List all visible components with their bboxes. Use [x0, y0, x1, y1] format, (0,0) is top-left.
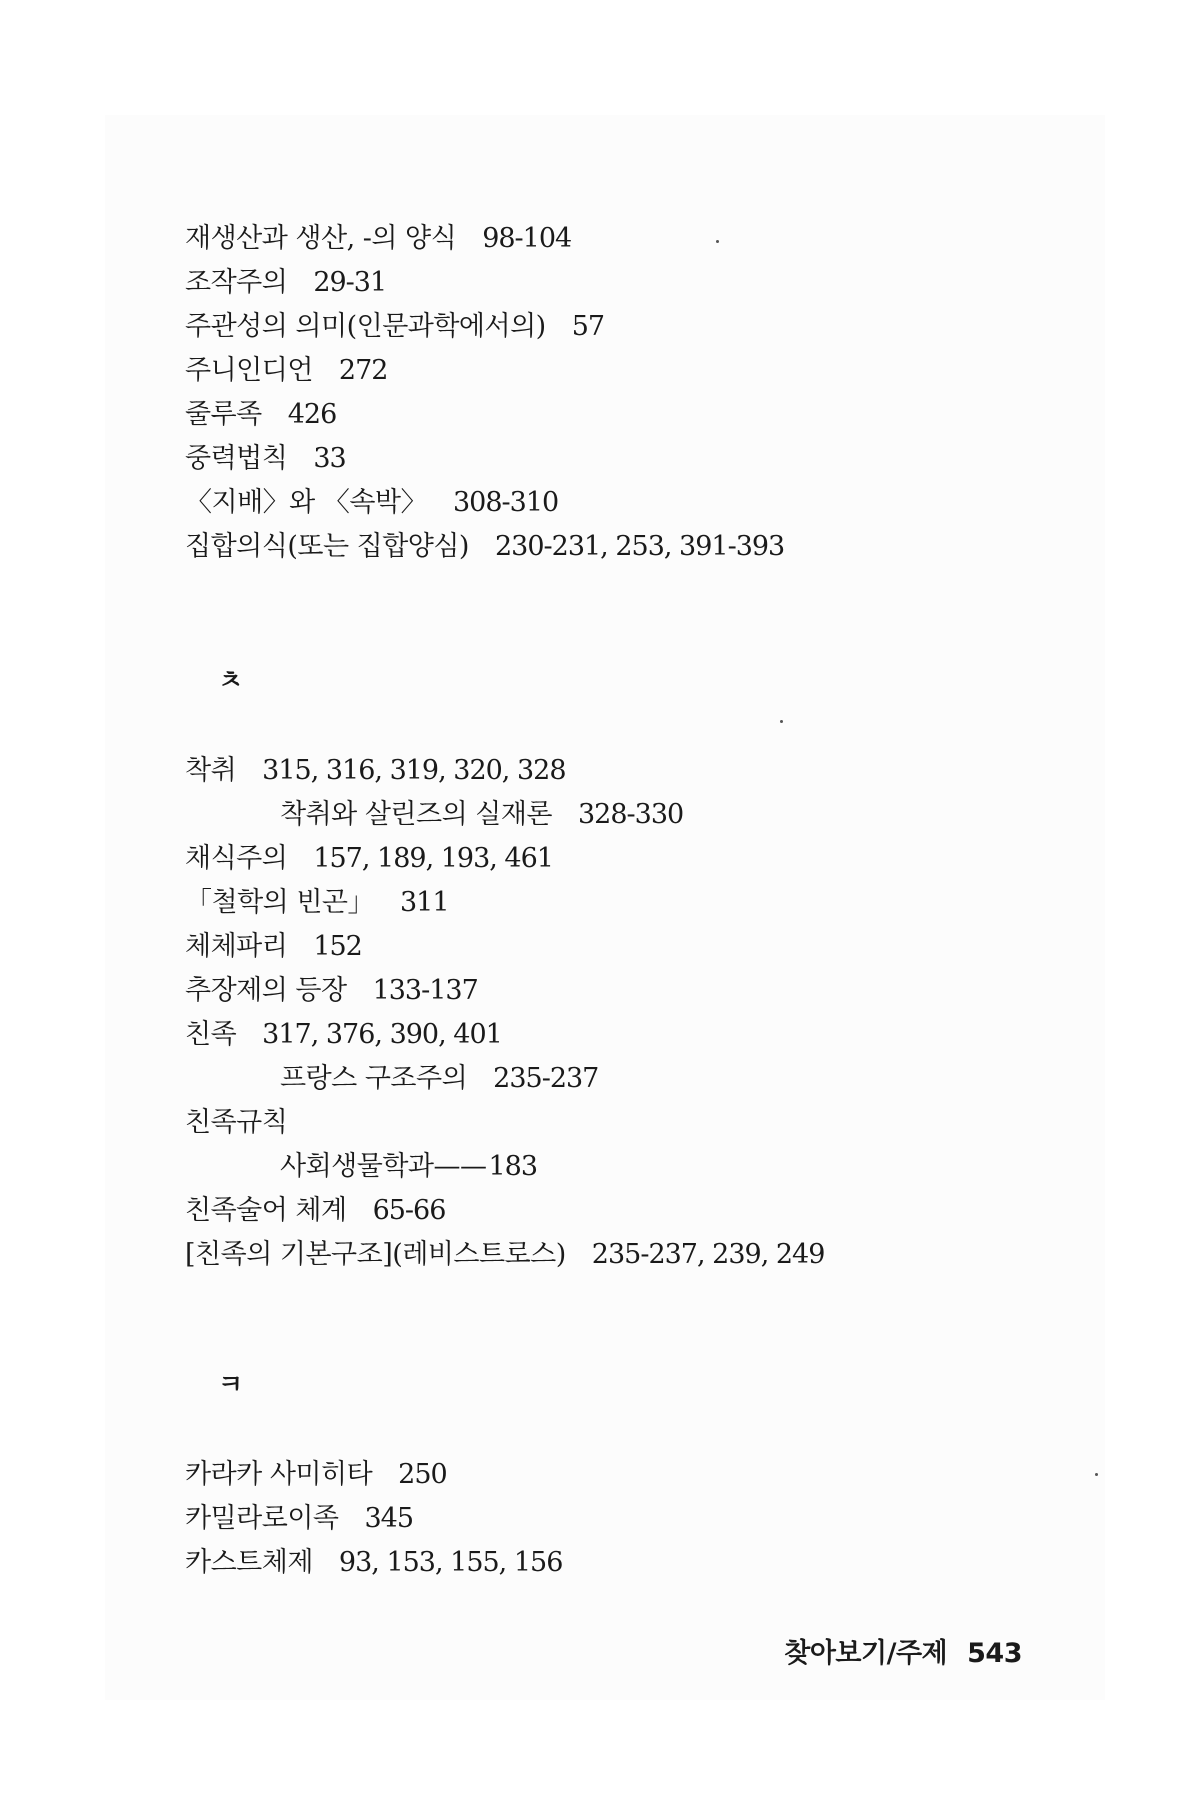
index-pages: 235-237: [493, 1063, 599, 1094]
index-entry: [185, 842, 553, 876]
index-entry: [185, 1106, 287, 1140]
index-pages: 317, 376, 390, 401: [262, 1019, 502, 1050]
index-entry: [185, 1194, 445, 1228]
index-entry: [185, 1018, 502, 1052]
section-heading: ㅋ: [218, 1370, 244, 1400]
index-term: 착취: [185, 755, 237, 786]
index-entry: [185, 266, 386, 300]
index-entry: [185, 1238, 824, 1272]
index-term: 재생산과 생산, -의 양식: [185, 223, 457, 254]
page-number: 543: [967, 1638, 1022, 1669]
index-pages: 183: [488, 1151, 538, 1182]
running-title: 찾아보기/주제: [784, 1638, 948, 1669]
scan-speck: [1095, 1473, 1098, 1476]
index-entry: [185, 886, 449, 920]
index-entry: [185, 1458, 447, 1492]
index-pages: 272: [338, 355, 388, 386]
index-pages: 93, 153, 155, 156: [338, 1547, 563, 1578]
index-term: 프랑스 구조주의: [280, 1063, 468, 1094]
index-entry: [185, 930, 362, 964]
index-pages: 426: [287, 399, 337, 430]
index-pages: 157, 189, 193, 461: [313, 843, 553, 874]
index-entry: [185, 442, 346, 476]
index-entry: [185, 1502, 413, 1536]
index-entry: [185, 222, 571, 256]
index-pages: 315, 316, 319, 320, 328: [262, 755, 566, 786]
index-pages: 133-137: [372, 975, 478, 1006]
scan-speck: [716, 240, 719, 243]
section-heading: ㅊ: [218, 666, 244, 696]
index-term: 주니인디언: [185, 355, 313, 386]
index-pages: 230-231, 253, 391-393: [494, 531, 785, 562]
index-term: 「철학의 빈곤」: [185, 887, 374, 918]
index-term: 줄루족: [185, 399, 262, 430]
index-term: 카스트체제: [185, 1547, 313, 1578]
index-entry: [185, 310, 604, 344]
index-pages: 29-31: [313, 267, 387, 298]
index-pages: 328-330: [578, 799, 684, 830]
index-pages: 33: [313, 443, 346, 474]
index-subentry: [280, 1150, 537, 1184]
index-entry: [185, 486, 558, 520]
page-footer: [784, 1631, 1022, 1670]
index-pages: 57: [571, 311, 605, 342]
index-pages: 65-66: [372, 1195, 446, 1226]
index-term: [친족의 기본구조](레비스트로스): [185, 1239, 566, 1270]
scan-speck: [780, 720, 783, 723]
index-term: 친족: [185, 1019, 237, 1050]
index-entry: [185, 354, 387, 388]
index-entry: [185, 974, 478, 1008]
index-pages: 311: [400, 887, 449, 918]
index-term: 카밀라로이족: [185, 1503, 339, 1534]
index-pages: 98-104: [482, 223, 572, 254]
index-pages: 152: [313, 931, 362, 962]
index-entry: [185, 1546, 562, 1580]
index-term: 착취와 살린즈의 실재론: [280, 799, 552, 830]
index-term: 카라카 사미히타: [185, 1459, 373, 1490]
index-term: 주관성의 의미(인문과학에서의): [185, 311, 546, 342]
index-pages: 235-237, 239, 249: [591, 1239, 825, 1270]
index-term: 사회생물학과——: [280, 1151, 487, 1182]
index-term: 추장제의 등장: [185, 975, 347, 1006]
index-term: 집합의식(또는 집합양심): [185, 531, 469, 562]
index-entry: [185, 398, 336, 432]
index-term: 조작주의: [185, 267, 288, 298]
index-pages: 345: [364, 1503, 414, 1534]
index-pages: 308-310: [453, 487, 559, 518]
index-pages: 250: [398, 1459, 447, 1490]
index-subentry: [280, 798, 683, 832]
index-term: 체체파리: [185, 931, 288, 962]
index-term: 친족술어 체계: [185, 1195, 347, 1226]
index-entry: [185, 754, 566, 788]
index-entry: [185, 530, 784, 564]
index-term: 중력법칙: [185, 443, 288, 474]
index-term: 채식주의: [185, 843, 288, 874]
index-term: 친족규칙: [185, 1107, 288, 1138]
index-subentry: [280, 1062, 598, 1096]
index-term: 〈지배〉와 〈속박〉: [185, 487, 427, 518]
